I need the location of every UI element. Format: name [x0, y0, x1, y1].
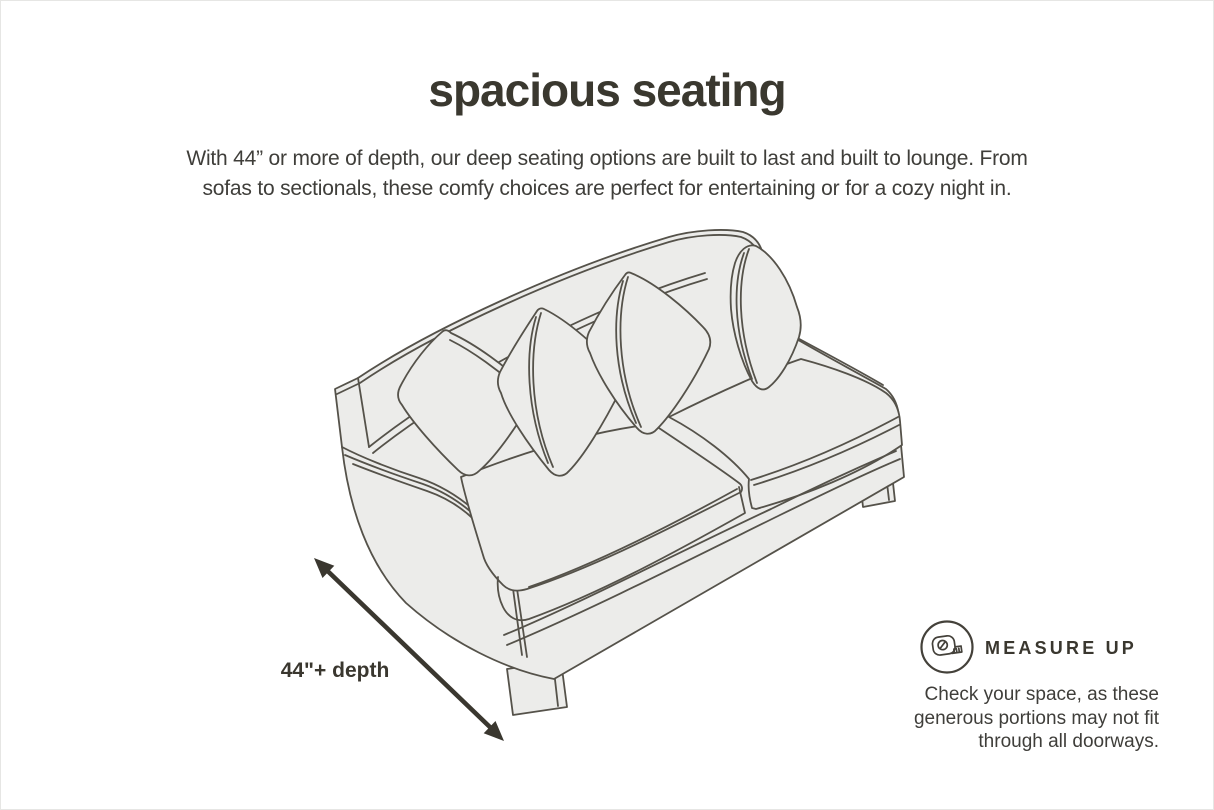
measure-up-note [829, 683, 1159, 754]
depth-dimension-label: 44"+ depth [280, 659, 390, 682]
intro-text [1, 144, 1213, 204]
measure-up-header [829, 617, 1159, 679]
intro-line-2: sofas to sectionals, these comfy choices are perfect for entertaining or for a cozy night in. [202, 177, 1012, 200]
measure-up-heading: MEASURE UP [985, 638, 1138, 658]
measure-up-note-line-1: Check your space, as these [924, 684, 1159, 705]
tape-measure-icon [919, 619, 975, 675]
intro-line-1: With 44” or more of depth, our deep seating options are built to last and built to lounge. From [186, 147, 1028, 170]
measure-up-note-line-3: through all doorways. [978, 731, 1159, 752]
page-title: spacious seating [428, 64, 786, 116]
measure-up-note-line-2: generous portions may not fit [913, 707, 1159, 729]
